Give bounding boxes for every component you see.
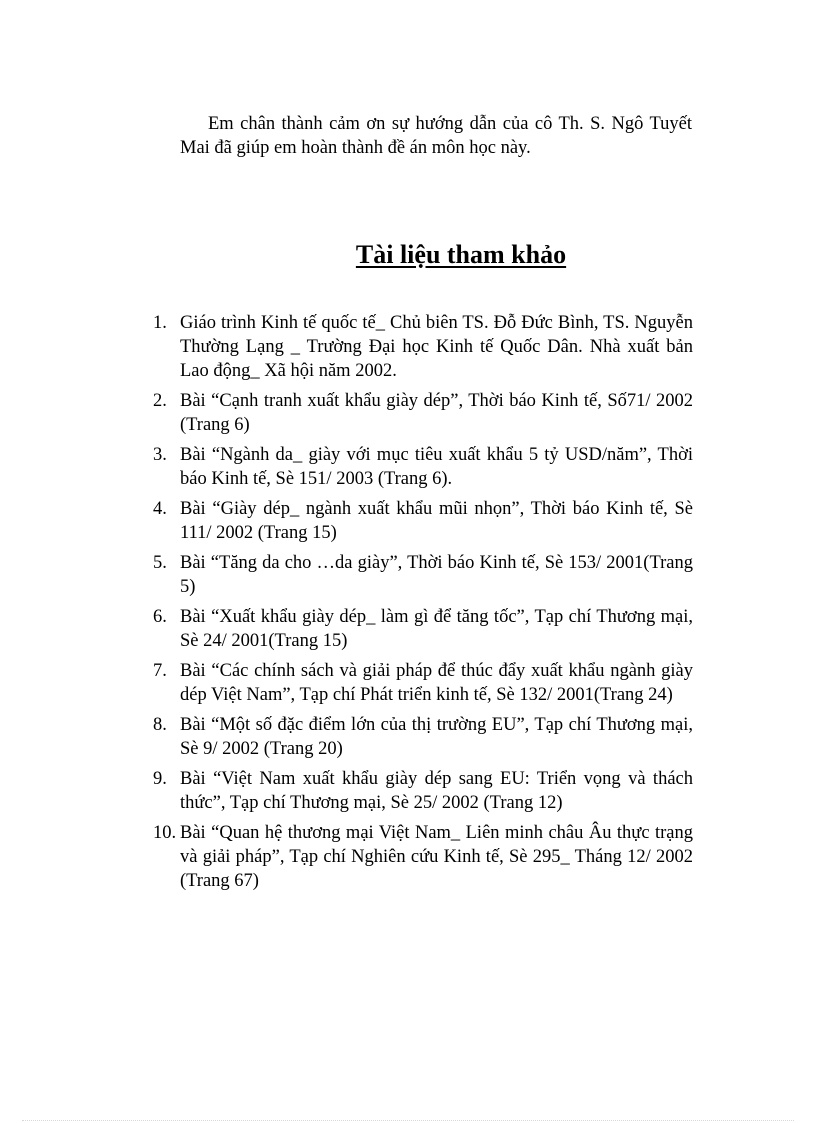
reference-item-4: [153, 497, 693, 545]
reference-item-7: [153, 659, 693, 707]
references-heading: [0, 238, 816, 272]
reference-number: 8.: [153, 715, 167, 735]
reference-item-6: [153, 605, 693, 653]
reference-item-1: [153, 311, 693, 383]
reference-item-10: [153, 821, 693, 893]
reference-text: Bài “Cạnh tranh xuất khẩu giày dép”, Thời báo Kinh tế, Số71/ 2002 (Trang 6): [180, 391, 693, 435]
reference-item-5: [153, 551, 693, 599]
reference-number: 3.: [153, 445, 167, 465]
reference-number: 4.: [153, 499, 167, 519]
reference-text: Bài “Một số đặc điểm lớn của thị trường EU”, Tạp chí Thương mại, Sè 9/ 2002 (Trang 20): [180, 715, 693, 759]
acknowledgement-paragraph: Em chân thành cảm ơn sự hướng dẫn của cô Th. S. Ngô Tuyết Mai đã giúp em hoàn thành đề án môn học này.: [180, 114, 692, 158]
reference-number: 5.: [153, 553, 167, 573]
reference-item-3: [153, 443, 693, 491]
reference-text: Bài “Quan hệ thương mại Việt Nam_ Liên minh châu Âu thực trạng và giải pháp”, Tạp chí Nghiên cứu Kinh tế, Sè 295_ Tháng 12/ 2002 (Trang 67): [180, 823, 693, 891]
reference-text: Bài “Ngành da_ giày với mục tiêu xuất khẩu 5 tỷ USD/năm”, Thời báo Kinh tế, Sè 151/ 2003 (Trang 6).: [180, 445, 693, 489]
reference-text: Giáo trình Kinh tế quốc tế_ Chủ biên TS. Đỗ Đức Bình, TS. Nguyễn Thường Lạng _ Trường Đại học Kinh tế Quốc Dân. Nhà xuất bản Lao động_ Xã hội năm 2002.: [180, 313, 693, 381]
references-title-text: Tài liệu tham khảo: [355, 240, 567, 269]
reference-text: Bài “Việt Nam xuất khẩu giày dép sang EU: Triển vọng và thách thức”, Tạp chí Thương mại, Sè 25/ 2002 (Trang 12): [180, 769, 693, 813]
reference-text: Bài “Các chính sách và giải pháp để thúc đẩy xuất khẩu ngành giày dép Việt Nam”, Tạp chí Phát triển kinh tế, Sè 132/ 2001(Trang 24): [180, 661, 693, 705]
reference-number: 10.: [153, 823, 177, 843]
reference-number: 6.: [153, 607, 167, 627]
reference-item-8: [153, 713, 693, 761]
reference-number: 9.: [153, 769, 167, 789]
reference-item-2: [153, 389, 693, 437]
reference-number: 2.: [153, 391, 167, 411]
reference-text: Bài “Giày dép_ ngành xuất khẩu mũi nhọn”, Thời báo Kinh tế, Sè 111/ 2002 (Trang 15): [180, 499, 693, 543]
page-bottom-divider: [22, 1120, 794, 1121]
references-list: [153, 311, 693, 899]
reference-text: Bài “Tăng da cho …da giày”, Thời báo Kinh tế, Sè 153/ 2001(Trang 5): [180, 553, 693, 597]
reference-number: 1.: [153, 313, 167, 333]
reference-number: 7.: [153, 661, 167, 681]
reference-text: Bài “Xuất khẩu giày dép_ làm gì để tăng tốc”, Tạp chí Thương mại, Sè 24/ 2001(Trang 15): [180, 607, 693, 651]
reference-item-9: [153, 767, 693, 815]
